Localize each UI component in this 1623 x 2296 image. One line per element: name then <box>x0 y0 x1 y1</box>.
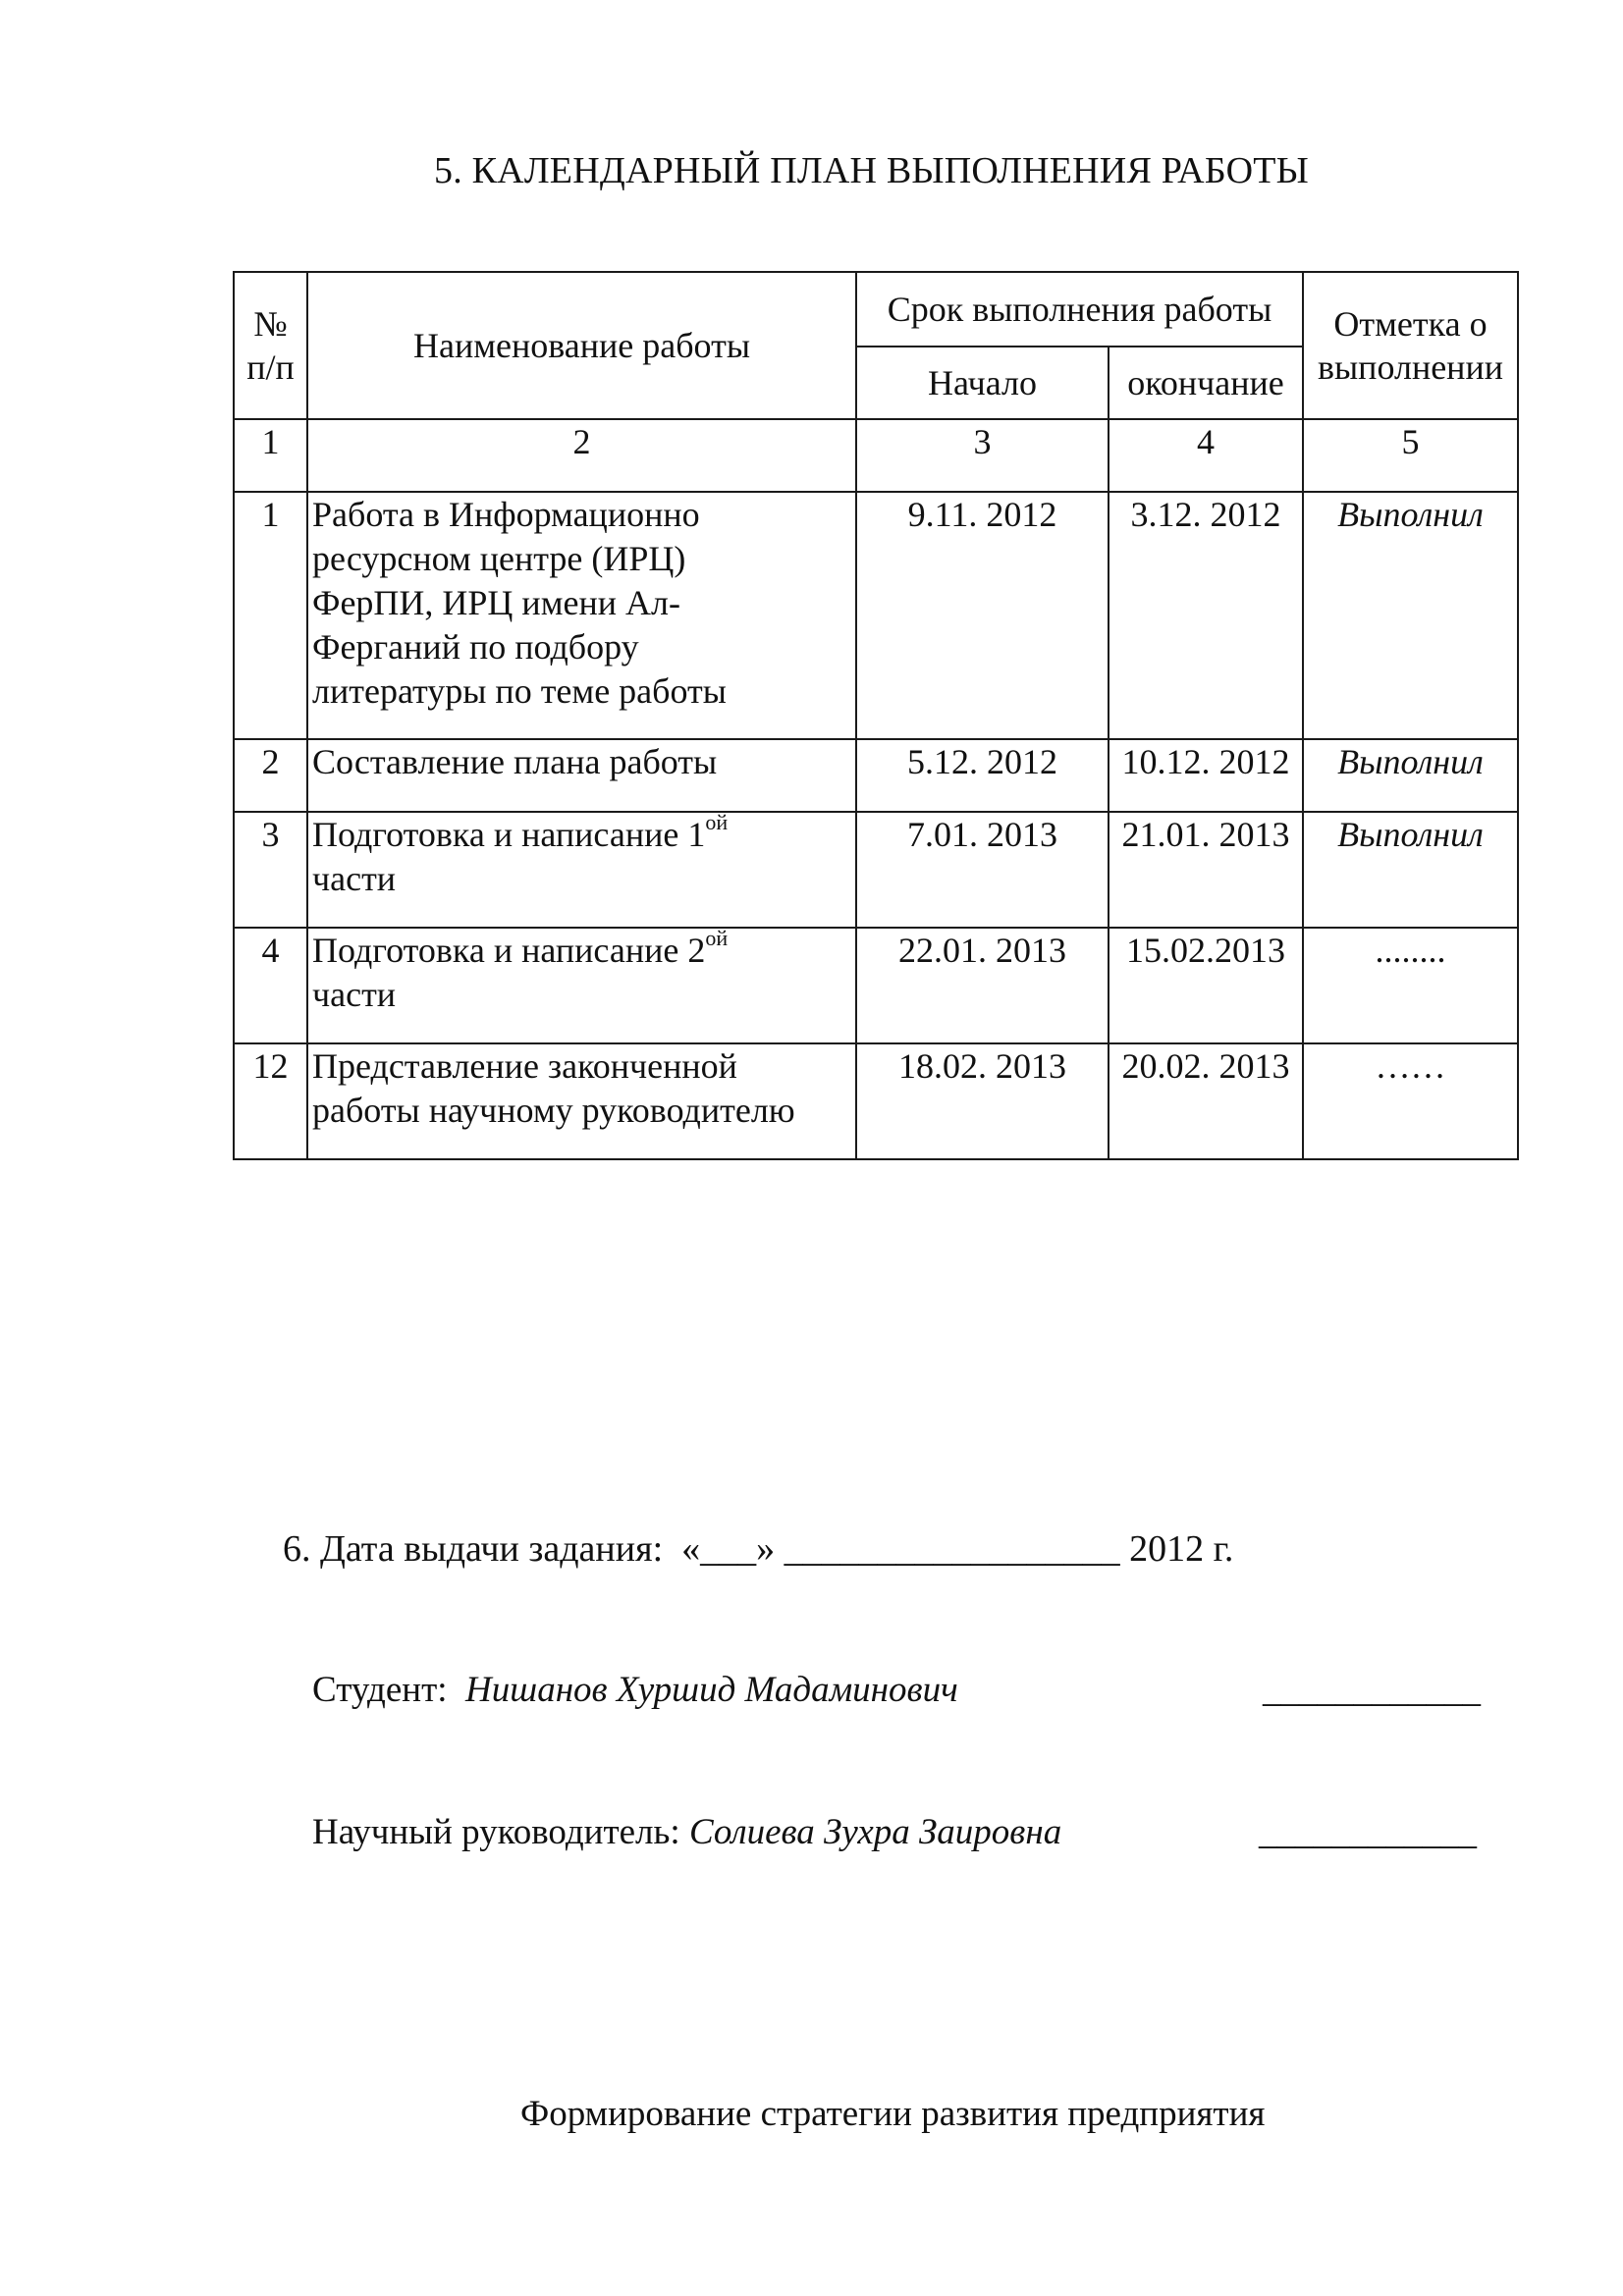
header-mark <box>1303 272 1518 419</box>
start-date: 9.11. 2012 <box>856 492 1109 739</box>
row-number: 12 <box>234 1043 307 1159</box>
header-end: окончание <box>1109 347 1303 419</box>
column-index: 3 <box>856 419 1109 492</box>
issue-date-month: __________________ <box>784 1528 1120 1570</box>
end-date: 20.02. 2013 <box>1109 1043 1303 1159</box>
work-name <box>307 492 856 739</box>
student-label: Студент: <box>312 1670 448 1710</box>
work-name <box>307 1043 856 1159</box>
header-row-top <box>234 272 1518 347</box>
start-date: 22.01. 2013 <box>856 928 1109 1043</box>
work-name-line: Подготовка и написание 1 <box>312 815 706 854</box>
header-num-line2: п/п <box>246 347 295 387</box>
completion-mark: ........ <box>1303 928 1518 1043</box>
work-name-line: Работа в Информационно <box>312 495 700 534</box>
column-index-row <box>234 419 1518 492</box>
work-name-line: ФерПИ, ИРЦ имени Ал- <box>312 583 680 622</box>
work-name-line: Представление законченной <box>312 1046 737 1086</box>
work-name <box>307 812 856 928</box>
column-index: 2 <box>307 419 856 492</box>
work-name-line: части <box>312 859 397 898</box>
header-num-line1: № <box>253 304 288 344</box>
supervisor-label: Научный руководитель: <box>312 1812 680 1852</box>
header-num <box>234 272 307 419</box>
calendar-plan-table <box>233 271 1519 1160</box>
work-name-line: Составление плана работы <box>312 742 718 781</box>
issue-date-day: «___» <box>681 1528 776 1570</box>
table-row <box>234 928 1518 1043</box>
row-number: 2 <box>234 739 307 812</box>
completion-mark: Выполнил <box>1303 812 1518 928</box>
supervisor-signature-row <box>312 1811 1481 1853</box>
work-name-line: Подготовка и написание 2 <box>312 931 706 970</box>
header-name: Наименование работы <box>307 272 856 419</box>
work-name-line: работы научному руководителю <box>312 1091 795 1130</box>
column-index: 5 <box>1303 419 1518 492</box>
table-row <box>234 1043 1518 1159</box>
table-row <box>234 739 1518 812</box>
ordinal-suffix: ой <box>705 810 729 834</box>
table-row <box>234 492 1518 739</box>
student-name: Нишанов Хуршид Мадаминович <box>465 1670 958 1710</box>
start-date: 7.01. 2013 <box>856 812 1109 928</box>
end-date: 10.12. 2012 <box>1109 739 1303 812</box>
completion-mark: Выполнил <box>1303 492 1518 739</box>
student-signature-line: ____________ <box>1263 1670 1481 1710</box>
row-number: 4 <box>234 928 307 1043</box>
issue-date-label: 6. Дата выдачи задания: <box>283 1528 664 1570</box>
section-title: 5. КАЛЕНДАРНЫЙ ПЛАН ВЫПОЛНЕНИЯ РАБОТЫ <box>434 150 1309 191</box>
work-name-line: Ферганий по подбору <box>312 627 639 667</box>
column-index: 4 <box>1109 419 1303 492</box>
work-name <box>307 928 856 1043</box>
column-index: 1 <box>234 419 307 492</box>
student-signature-row <box>312 1669 1481 1711</box>
end-date: 15.02.2013 <box>1109 928 1303 1043</box>
ordinal-suffix: ой <box>705 926 729 950</box>
header-mark-line1: Отметка о <box>1333 304 1488 344</box>
table-row <box>234 812 1518 928</box>
completion-mark: Выполнил <box>1303 739 1518 812</box>
header-mark-line2: выполнении <box>1318 347 1503 387</box>
row-number: 3 <box>234 812 307 928</box>
header-term: Срок выполнения работы <box>856 272 1303 347</box>
issue-date-year: 2012 г. <box>1129 1528 1234 1570</box>
work-name-line: литературы по теме работы <box>312 671 727 711</box>
work-name <box>307 739 856 812</box>
start-date: 5.12. 2012 <box>856 739 1109 812</box>
work-name-line: части <box>312 975 397 1014</box>
completion-mark: …… <box>1303 1043 1518 1159</box>
row-number: 1 <box>234 492 307 739</box>
footer-text: Формирование стратегии развития предприятия <box>520 2094 1266 2134</box>
header-start: Начало <box>856 347 1109 419</box>
work-name-line: ресурсном центре (ИРЦ) <box>312 539 686 578</box>
end-date: 21.01. 2013 <box>1109 812 1303 928</box>
issue-date-line <box>283 1527 1233 1571</box>
supervisor-signature-line: ____________ <box>1259 1812 1477 1852</box>
end-date: 3.12. 2012 <box>1109 492 1303 739</box>
supervisor-name: Солиева Зухра Заировна <box>688 1812 1062 1852</box>
start-date: 18.02. 2013 <box>856 1043 1109 1159</box>
